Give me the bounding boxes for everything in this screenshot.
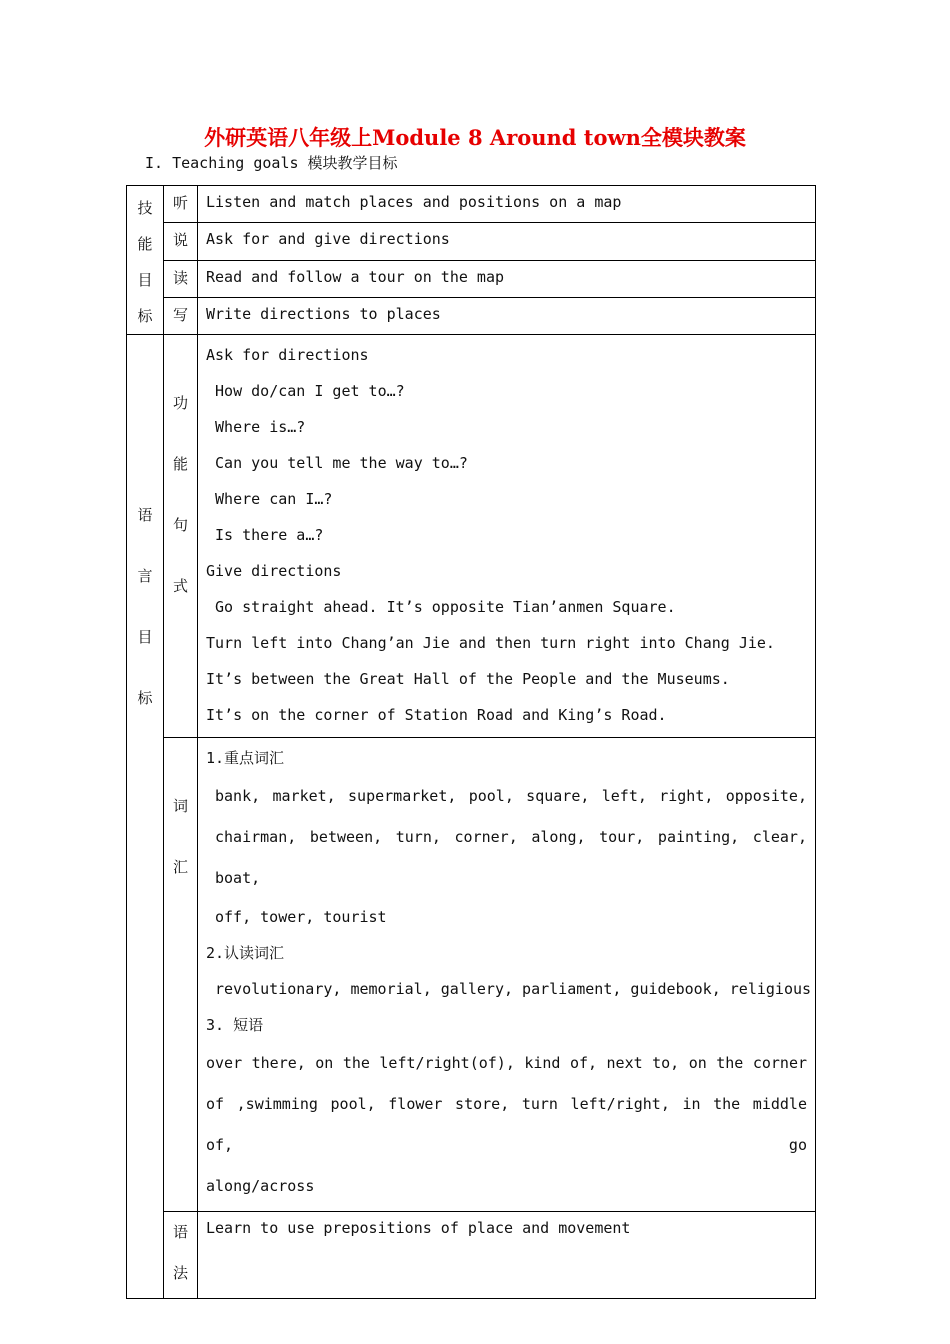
skill-row-write <box>127 297 816 334</box>
recognize-vocab-heading: 2.认读词汇 <box>206 944 285 962</box>
function-sentences <box>198 335 816 738</box>
category-char: 标 <box>137 689 153 707</box>
skill-row-speak <box>127 223 816 260</box>
key-vocab-line: off, tower, tourist <box>215 908 387 926</box>
skill-row-listen <box>127 186 816 223</box>
label-char: 法 <box>172 1264 188 1282</box>
skill-goals-category <box>127 186 164 335</box>
section-heading: I. Teaching goals 模块教学目标 <box>145 154 398 172</box>
grammar-label <box>164 1212 198 1299</box>
label-char: 句 <box>172 516 188 534</box>
category-char: 能 <box>137 235 153 253</box>
label-char: 汇 <box>172 858 188 876</box>
vocabulary-row <box>127 738 816 1212</box>
function-line: Ask for directions <box>206 346 369 364</box>
function-line: Where can I…? <box>206 490 333 508</box>
category-char: 目 <box>137 628 153 646</box>
goals-table <box>126 185 816 1299</box>
label-char: 语 <box>172 1223 188 1241</box>
phrase-line: over there, on the left/right(of), kind of, next to, on the corner <box>206 1054 807 1072</box>
skill-label: 说 <box>164 223 198 260</box>
key-vocab-line: chairman, between, turn, corner, along, tour, painting, clear, boat, <box>215 828 807 887</box>
function-line: Go straight ahead. It’s opposite Tian’anmen Square. <box>206 598 676 616</box>
function-line: It’s on the corner of Station Road and King’s Road. <box>206 706 667 724</box>
skill-label: 听 <box>164 186 198 223</box>
function-line: Can you tell me the way to…? <box>206 454 468 472</box>
function-line: Turn left into Chang’an Jie and then turn right into Chang Jie. <box>206 634 775 652</box>
skill-label: 读 <box>164 260 198 297</box>
recognize-vocab-line: revolutionary, memorial, gallery, parliament, guidebook, religious <box>215 980 812 998</box>
label-char: 功 <box>172 394 188 412</box>
function-line: Where is…? <box>206 418 306 436</box>
phrase-line: along/across <box>206 1177 315 1195</box>
phrase-line: of ,swimming pool, flower store, turn left/right, in the middle of, go <box>206 1095 807 1154</box>
skill-text: Listen and match places and positions on a map <box>198 186 816 223</box>
category-char: 语 <box>137 506 153 524</box>
vocabulary-label <box>164 738 198 1212</box>
label-char: 式 <box>172 577 188 595</box>
skill-row-read <box>127 260 816 297</box>
category-char: 目 <box>137 271 153 289</box>
grammar-text: Learn to use prepositions of place and movement <box>198 1212 816 1299</box>
function-line: It’s between the Great Hall of the People and the Museums. <box>206 670 730 688</box>
language-goals-category <box>127 335 164 1299</box>
key-vocab-heading: 1.重点词汇 <box>206 749 285 767</box>
function-line: Is there a…? <box>206 526 324 544</box>
vocabulary-content <box>198 738 816 1212</box>
phrase-heading: 3. 短语 <box>206 1016 264 1034</box>
category-char: 标 <box>137 307 153 325</box>
function-label <box>164 335 198 738</box>
category-char: 技 <box>137 199 153 217</box>
skill-text: Ask for and give directions <box>198 223 816 260</box>
skill-label: 写 <box>164 297 198 334</box>
function-line: Give directions <box>206 562 342 580</box>
skill-text: Write directions to places <box>198 297 816 334</box>
label-char: 词 <box>172 797 188 815</box>
grammar-row <box>127 1212 816 1299</box>
category-char: 言 <box>137 567 153 585</box>
skill-text: Read and follow a tour on the map <box>198 260 816 297</box>
page-title: 外研英语八年级上Module 8 Around town全模块教案 <box>204 125 746 150</box>
function-row <box>127 335 816 738</box>
label-char: 能 <box>172 455 188 473</box>
function-line: How do/can I get to…? <box>206 382 405 400</box>
key-vocab-line: bank, market, supermarket, pool, square, left, right, opposite, <box>215 787 807 805</box>
